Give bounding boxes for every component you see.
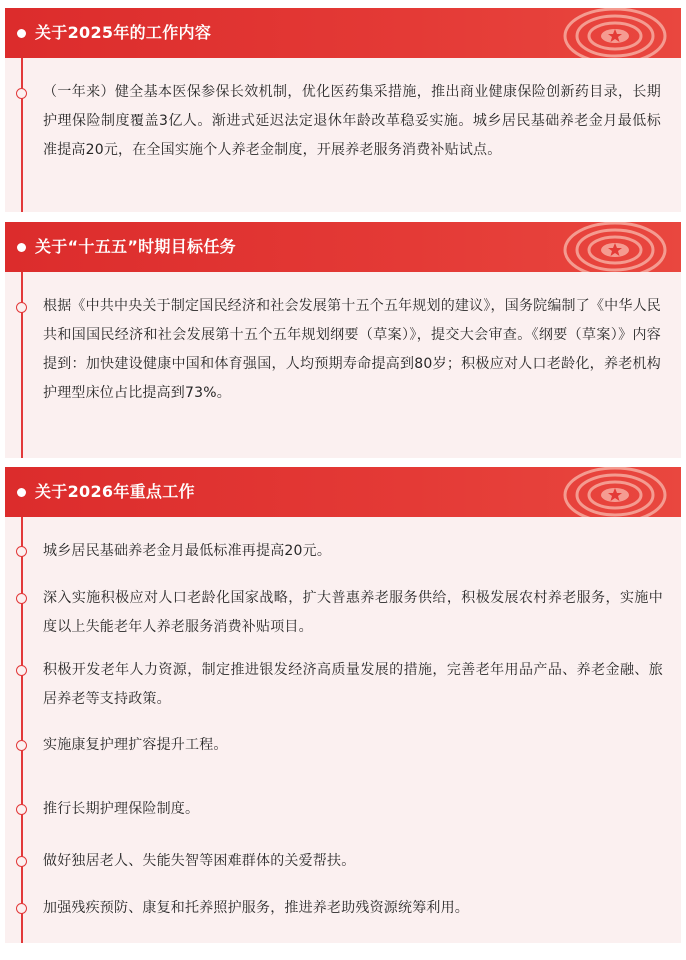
- section-title: 关于“十五五”时期目标任务: [35, 237, 236, 256]
- section-paragraph: 根据《中共中央关于制定国民经济和社会发展第十五个五年规划的建议》，国务院编制了《中华人民共和国国民经济和社会发展第十五个五年规划纲要（草案）》，提交大会审查。《纲要（草案）》内容提到：加快建设健康中国和体育强国，人均预期寿命提高到80岁；积极应对人口老龄化，养老机构护理型床位占比提高到73%。: [43, 298, 661, 401]
- section-paragraph: （一年来）健全基本医保参保长效机制，优化医药集采措施，推出商业健康保险创新药目录，长期护理保险制度覆盖3亿人。渐进式延迟法定退休年龄改革稳妥实施。城乡居民基础养老金月最低标准提高20元，在全国实施个人养老金制度，开展养老服务消费补贴试点。: [43, 84, 661, 158]
- section-2025-work: [5, 8, 681, 212]
- timeline-bullet-icon: [16, 903, 27, 914]
- timeline-bullet-icon: [16, 546, 27, 557]
- list-item: 实施康复护理扩容提升工程。: [43, 737, 228, 753]
- timeline-bullet-icon: [16, 665, 27, 676]
- section-2026-key-work: [5, 467, 681, 943]
- emblem-icon: [561, 467, 669, 517]
- timeline-bullet-icon: [16, 593, 27, 604]
- timeline-line: [21, 517, 23, 943]
- section-header: [5, 8, 681, 58]
- timeline-bullet-icon: [16, 88, 27, 99]
- header-bullet-dot: [17, 29, 26, 38]
- header-bullet-dot: [17, 243, 26, 252]
- emblem-icon: [561, 8, 669, 58]
- list-item: 积极开发老年人力资源，制定推进银发经济高质量发展的措施，完善老年用品产品、养老金融、旅居养老等支持政策。: [43, 662, 663, 707]
- section-title: 关于2025年的工作内容: [35, 23, 212, 42]
- section-15th-five-year: [5, 222, 681, 458]
- section-title: 关于2026年重点工作: [35, 482, 195, 501]
- list-item: 加强残疾预防、康复和托养照护服务，推进养老助残资源统筹利用。: [43, 900, 469, 916]
- timeline-bullet-icon: [16, 740, 27, 751]
- list-item: 城乡居民基础养老金月最低标准再提高20元。: [43, 543, 332, 559]
- section-header: [5, 222, 681, 272]
- timeline-line: [21, 272, 23, 458]
- list-item: 做好独居老人、失能失智等困难群体的关爱帮扶。: [43, 853, 356, 869]
- section-header: [5, 467, 681, 517]
- list-item: 推行长期护理保险制度。: [43, 801, 200, 817]
- timeline-bullet-icon: [16, 302, 27, 313]
- list-item: 深入实施积极应对人口老龄化国家战略，扩大普惠养老服务供给，积极发展农村养老服务，实施中度以上失能老年人养老服务消费补贴项目。: [43, 590, 663, 635]
- header-bullet-dot: [17, 488, 26, 497]
- timeline-line: [21, 58, 23, 212]
- timeline-bullet-icon: [16, 856, 27, 867]
- emblem-icon: [561, 222, 669, 272]
- timeline-bullet-icon: [16, 804, 27, 815]
